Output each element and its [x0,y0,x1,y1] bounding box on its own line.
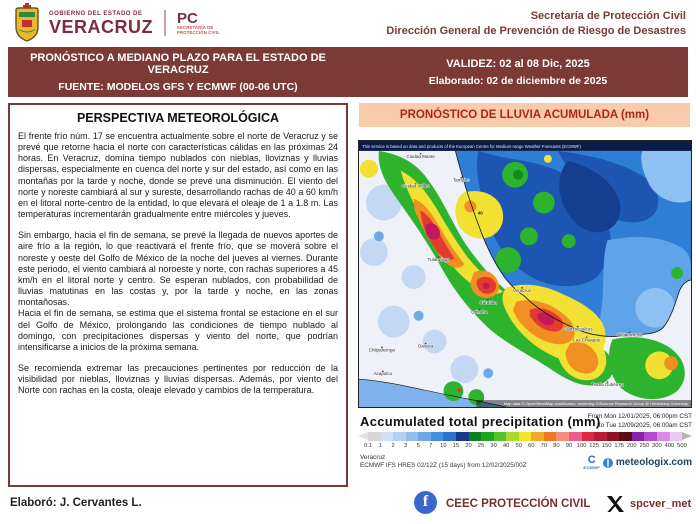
scale-color-cell [481,432,494,441]
contour-label-40: 40 [477,210,483,216]
scale-tick-label: 150 [601,443,612,449]
precipitation-map [358,140,692,408]
scale-color-cell [506,432,519,441]
legend-title: Accumulated total precipitation (mm) [360,414,601,429]
map-city-label: Tampico [452,177,470,183]
org-titles [386,9,686,39]
meteologix-globe-icon [603,458,613,468]
forecast-paragraph: Sin embargo, hacia el fin de semana, se prevé la llegada de nuevos aportes de aire frío a la región, lo que reactivará el frente frío, que se moverá sobre el noreste y oeste del Golfo de México de la noche del jueves al viernes. Durante este periodo, el viento cambiará al noroeste y norte, con rachas superiores a 45 km/h en el litoral norte y centro. Se esperan nublados, con probabilidad de lluvias matutinas en las costas y, por la tarde y noche, en las zonas montañosas. [18,230,338,308]
facebook-icon[interactable]: f [414,491,437,514]
legend-region: Veracruz [360,454,386,461]
scale-color-cell [632,432,645,441]
rain-forecast-title: PRONÓSTICO DE LLUVIA ACUMULADA (mm) [359,103,690,127]
scale-tick-label: 20 [465,443,472,449]
scale-color-cell [519,432,532,441]
perspective-title: PERSPECTIVA METEOROLÓGICA [76,111,280,125]
legend-period-to: to Tue 12/09/2025, 06:00am CST [598,421,692,429]
map-attribution: Map data © OpenStreetMap contributors, rendering GIScience Research Group @ Heidelberg University [503,401,689,407]
legend-period [588,413,692,430]
scale-color-cell [569,432,582,441]
scale-tick-label: 0.1 [363,443,373,449]
header-bar [8,47,688,97]
scale-color-cell [644,432,657,441]
map-city-label: Chilpancingo [368,347,396,353]
scale-color-cell [531,432,544,441]
ecmwf-logo-text: ECMWF [583,465,600,470]
org-title-line1: Secretaría de Protección Civil [530,10,686,22]
color-scale-bar [358,432,692,441]
legend-period-from: From Mon 12/01/2025, 06:00pm CST [587,413,692,420]
brand-divider [164,10,166,36]
precipitation-legend [358,412,692,474]
scale-color-cell [544,432,557,441]
scale-tick-label: 2 [391,443,395,449]
scale-tick-label: 90 [565,443,573,449]
brand-block [12,3,220,43]
state-name: VERACRUZ [49,16,154,37]
scale-color-cell [443,432,456,441]
gobierno-line: GOBIERNO DEL ESTADO DE [49,10,143,17]
scale-tick-label: 100 [576,443,587,449]
scale-color-cell [582,432,595,441]
scale-tick-label: 175 [614,443,625,449]
scale-color-cell [393,432,406,441]
scale-tick-label: 60 [528,443,535,449]
scale-left-arrow-icon [358,432,368,440]
forecast-paragraph: El frente frío núm. 17 se encuentra actualmente sobre el norte de Veracruz y se prevé que retorne hacia el norte con características cálidas en las próximas 24 horas. En Veracruz, domina tiempo nublados con nieblas, lloviznas y lluvias dispersas, especialmente en cuenca del norte y sur del estado, así como en las montañas por la tarde y noche, donde se prevé una disminución. El viento del norte y noreste cambiará al sur y sureste, desarrollando rachas de 40 a 60 km/h en el litoral norte-centro de la entidad, lo que elevará el oleaje de 1 a 1.8 m. Las temperaturas incrementarán gradualmente entre miércoles y jueves. [18,131,338,220]
pc-logo [177,11,220,36]
scale-tick-label: 200 [626,443,637,449]
map-city-label: Las Choapas [573,337,601,343]
scale-tick-label: 70 [540,443,548,449]
map-service-note: This service is based on data and products of the European Centre for Medium-range Weather Forecasts (ECMWF) [361,143,581,149]
author-line: Elaboró: J. Cervantes L. [10,497,142,509]
scale-cells [368,432,682,441]
header-left-cell [8,47,348,97]
scale-tick-label: 400 [664,443,675,449]
scale-tick-label: 7 [429,443,433,449]
scale-color-cell [494,432,507,441]
map-city-label: Córdoba [479,299,497,305]
scale-tick-label: 50 [515,443,522,449]
pc-sub-line1: SECRETARÍA DE [177,25,214,31]
scale-color-cell [368,432,381,441]
meteologix-logo [603,457,692,468]
pc-acronym: PC [177,9,198,27]
map-city-label: Veracruz [513,287,532,293]
forecast-paragraph: Se recomienda extremar las precauciones pertinentes por reducción de la visibilidad por nieblas, lloviznas y lluvias dispersas. Además, por viento del Norte con rachas en la costa, oleaje elevado y cambios de la temperatura. [18,362,338,396]
scale-tick-label: 250 [639,443,650,449]
scale-right-arrow-icon [682,432,692,440]
scale-color-cell [607,432,620,441]
scale-tick-label: 25 [477,443,485,449]
header-elaborated: Elaborado: 02 de diciembre de 2025 [428,74,608,87]
veracruz-coat-of-arms-icon [12,3,42,43]
ecmwf-logo [583,455,600,470]
map-city-label: Orizaba [471,309,488,315]
scale-tick-labels [358,443,692,451]
precipitation-map-svg [359,141,691,407]
scale-tick-label: 80 [553,443,560,449]
scale-color-cell [619,432,632,441]
header-title: PRONÓSTICO A MEDIANO PLAZO PARA EL ESTADO DE VERACRUZ [30,51,326,76]
map-city-label: Tuxtla Gutiérrez [591,382,624,388]
scale-tick-label: 5 [416,443,420,449]
header-right-cell [348,47,688,97]
facebook-page-label[interactable]: CEEC PROTECCIÓN CIVIL [446,498,591,510]
scale-tick-label: 15 [452,443,460,449]
scale-color-cell [406,432,419,441]
meteologix-text: meteologix.com [615,457,692,468]
map-city-label: Oaxaca [417,343,434,349]
map-city-label: Ciudad Valles [401,183,430,189]
scale-color-cell [431,432,444,441]
x-twitter-icon[interactable] [606,495,624,513]
ecmwf-logo-mark: C [587,454,596,466]
scale-color-cell [556,432,569,441]
scale-color-cell [657,432,670,441]
scale-tick-label: 300 [652,443,662,449]
map-city-label: Acapulco [373,371,393,377]
forecast-text [18,131,338,396]
scale-tick-label: 30 [490,443,497,449]
org-title-line2: Dirección General de Prevención de Riesgo de Desastres [386,24,686,37]
legend-model-line: ECMWF IFS HRES 02/12Z (15 days) from 12/02/2025/00Z [360,462,527,469]
header-validity: VALIDEZ: 02 al 08 Dic, 2025 [446,57,590,70]
map-city-label: Ciudad Mante [406,153,435,159]
scale-color-cell [418,432,431,441]
map-city-label: Coatzacoalcos [562,326,593,332]
scale-color-cell [594,432,607,441]
scale-color-cell [381,432,394,441]
scale-tick-label: 3 [404,443,408,449]
scale-tick-label: 1 [378,443,383,449]
scale-tick-label: 10 [440,443,447,449]
scale-color-cell [670,432,683,441]
scale-tick-label: 40 [502,443,510,449]
scale-tick-label: 500 [677,443,687,449]
x-handle-label[interactable]: spcver_met [630,498,692,510]
pc-sub-line2: PROTECCIÓN CIVIL [177,29,220,35]
map-city-label: Villahermosa [616,332,643,338]
scale-tick-label: 125 [589,443,599,449]
map-city-label: Tulancingo [427,257,450,263]
perspective-panel [8,103,348,487]
scale-color-cell [456,432,469,441]
header-source: FUENTE: MODELOS GFS Y ECMWF (00-06 UTC) [58,80,298,93]
forecast-paragraph: Hacia el fin de semana, se estima que el sistema frontal se estacione en el sur del Golfo de México, prolongando las condiciones de tiempo nublado al domingo, con precipitaciones dispersas y viento del norte, que podrían intensificarse a inicios de la próxima semana. [18,308,338,352]
scale-color-cell [469,432,482,441]
